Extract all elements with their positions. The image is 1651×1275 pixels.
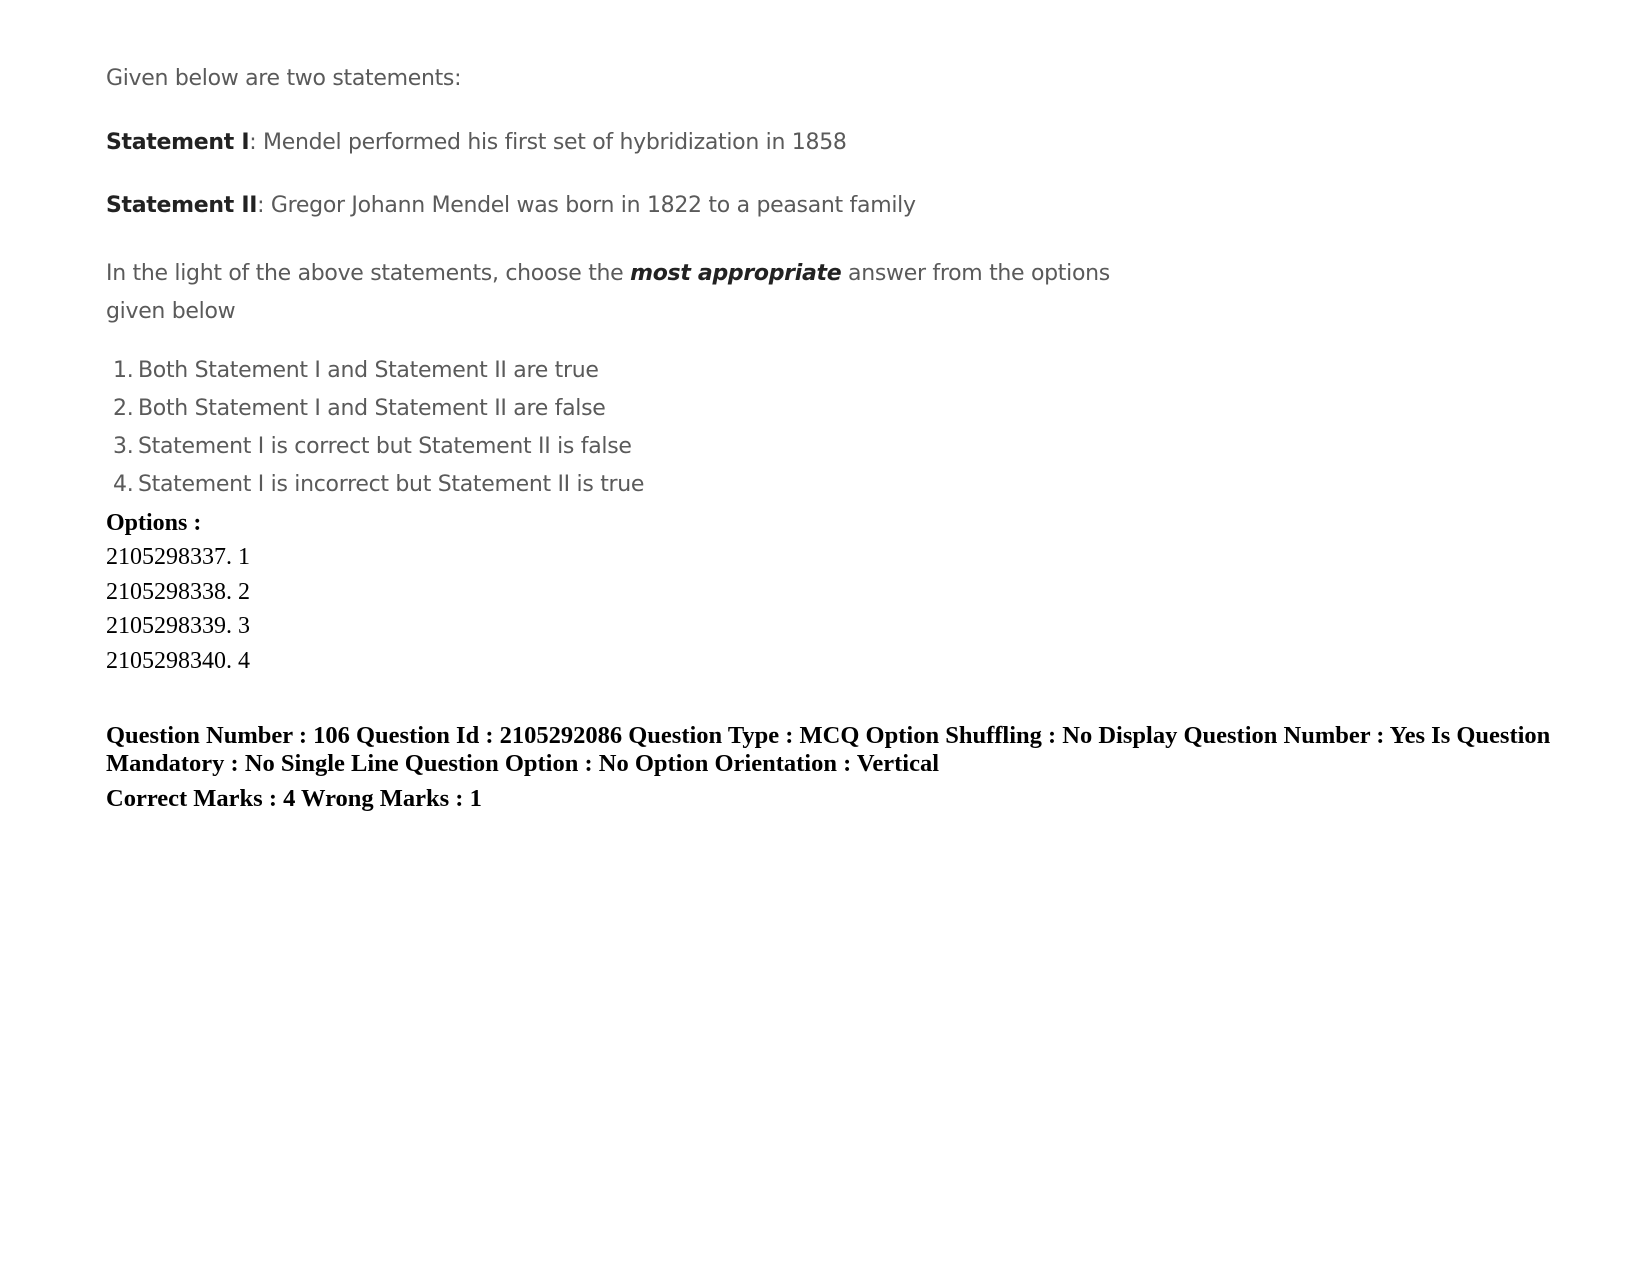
option-item: 2105298338. 2 (106, 578, 250, 605)
list-item (113, 352, 644, 390)
option-item: 2105298337. 1 (106, 544, 250, 570)
choice-text: Both Statement I and Statement II are true (138, 358, 599, 383)
options-title: Options : (106, 510, 202, 536)
instruction-before: In the light of the above statements, choose the (106, 261, 631, 286)
question-intro: Given below are two statements: (106, 66, 462, 91)
statement-2-label: Statement II (106, 193, 258, 218)
question-metadata: Question Number : 106 Question Id : 2105292086 Question Type : MCQ Option Shuffling : No Display Question Number : Yes Is Question Mandatory : No Single Line Question Option : No Option Orientation : Vertical (106, 722, 1551, 777)
choice-text: Statement I is correct but Statement II is false (138, 434, 632, 459)
instruction-emphasis: most appropriate (630, 261, 842, 286)
choice-number: 1. (113, 358, 134, 383)
choice-list (113, 352, 644, 504)
instruction-after: answer from the options given below (106, 261, 1110, 324)
choice-number: 3. (113, 434, 134, 459)
marks-info: Correct Marks : 4 Wrong Marks : 1 (106, 785, 482, 812)
statement-2-text: : Gregor Johann Mendel was born in 1822 to a peasant family (257, 193, 916, 218)
choice-number: 2. (113, 396, 134, 421)
list-item (113, 466, 644, 504)
question-instruction (106, 255, 1166, 331)
option-item: 2105298340. 4 (106, 647, 250, 674)
choice-text: Statement I is incorrect but Statement II is true (138, 472, 645, 497)
list-item (113, 428, 644, 466)
statement-2 (106, 193, 916, 218)
statement-1-text: : Mendel performed his first set of hybridization in 1858 (249, 130, 847, 155)
options-section (106, 506, 250, 678)
option-item: 2105298339. 3 (106, 613, 250, 639)
list-item (113, 390, 644, 428)
choice-text: Both Statement I and Statement II are false (138, 396, 606, 421)
choice-number: 4. (113, 472, 134, 497)
statement-1 (106, 130, 847, 155)
statement-1-label: Statement I (106, 130, 250, 155)
